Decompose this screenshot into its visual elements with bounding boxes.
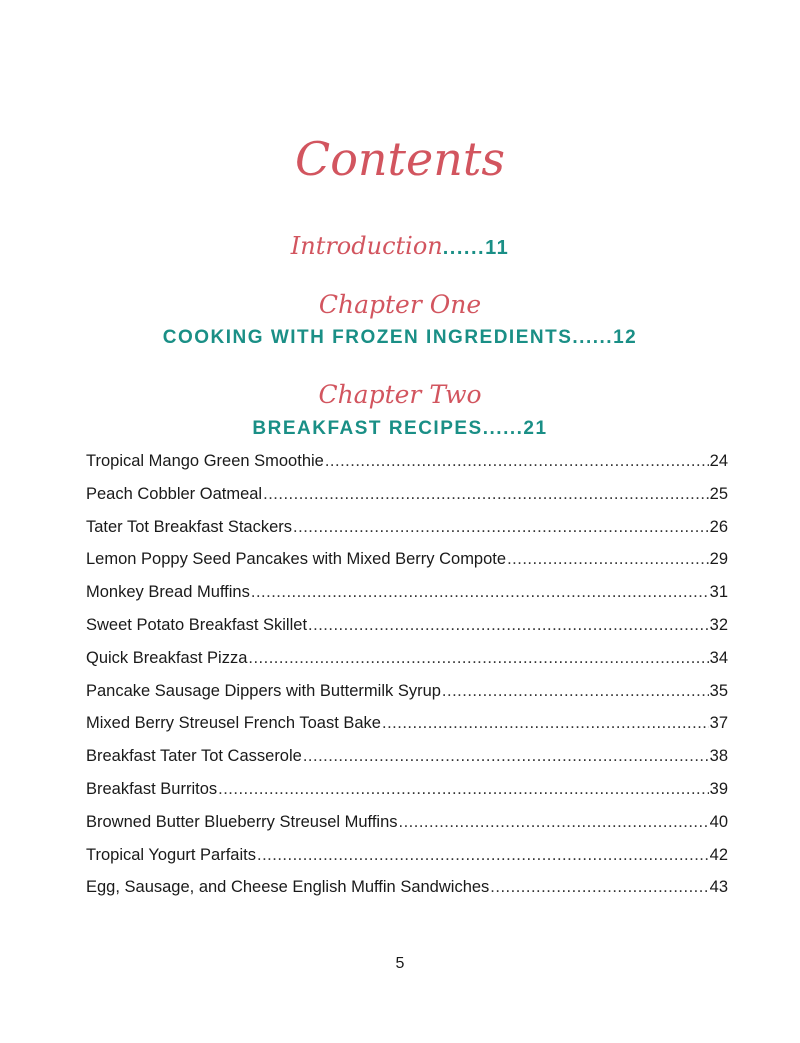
dot-leader <box>263 485 709 504</box>
chapter-one-title: COOKING WITH FROZEN INGREDIENTS <box>162 327 573 348</box>
dot-leader <box>257 846 709 865</box>
entry-page: 38 <box>709 747 728 766</box>
entry-title: Browned Butter Blueberry Streusel Muffins <box>86 812 398 831</box>
toc-entry[interactable] <box>86 649 728 682</box>
entry-title: Quick Breakfast Pizza <box>86 648 248 667</box>
entry-page: 37 <box>709 714 728 733</box>
toc-entry[interactable] <box>86 518 728 551</box>
entry-page: 35 <box>709 681 728 700</box>
entry-title: Lemon Poppy Seed Pancakes with Mixed Berry Compote <box>86 550 507 569</box>
dot-leader <box>308 616 709 635</box>
page-number: 5 <box>395 955 405 972</box>
entry-title: Pancake Sausage Dippers with Buttermilk Syrup <box>86 681 441 700</box>
entry-page: 42 <box>709 845 728 864</box>
toc-entry[interactable] <box>86 616 728 649</box>
entry-title: Sweet Potato Breakfast Skillet <box>86 615 308 634</box>
entry-page: 31 <box>709 583 728 602</box>
chapter-two-heading[interactable] <box>0 418 800 440</box>
dot-leader <box>218 780 709 799</box>
entry-page: 29 <box>709 550 728 569</box>
toc-entry[interactable] <box>86 846 728 879</box>
toc-entry[interactable] <box>86 813 728 846</box>
chapter-two-title: BREAKFAST RECIPES <box>252 418 483 439</box>
toc-entry[interactable] <box>86 583 728 616</box>
chapter-one-label: Chapter One <box>318 290 482 319</box>
dot-leader <box>251 583 709 602</box>
chapter-two-page: 21 <box>523 418 548 439</box>
chapter-one-heading[interactable] <box>0 327 800 349</box>
toc-entry[interactable] <box>86 714 728 747</box>
toc-entry[interactable] <box>86 550 728 583</box>
chapter-two-label: Chapter Two <box>318 380 482 409</box>
entry-page: 34 <box>709 648 728 667</box>
entry-title: Mixed Berry Streusel French Toast Bake <box>86 714 381 733</box>
entry-title: Breakfast Tater Tot Casserole <box>86 747 302 766</box>
dot-leader <box>303 747 709 766</box>
chapter-one-page: 12 <box>613 327 638 348</box>
entry-title: Tropical Mango Green Smoothie <box>86 452 324 470</box>
toc-entry[interactable] <box>86 485 728 518</box>
entry-title: Monkey Bread Muffins <box>86 583 250 602</box>
dot-leader <box>490 878 708 897</box>
toc-entry[interactable] <box>86 878 728 911</box>
page-title: Contents <box>295 132 505 186</box>
intro-label: Introduction <box>290 232 443 260</box>
recipe-list <box>86 452 728 911</box>
toc-entry[interactable] <box>86 452 728 485</box>
chapter-two-leader: ...... <box>482 418 524 439</box>
dot-leader <box>442 682 709 701</box>
entry-page: 24 <box>709 452 728 470</box>
entry-page: 43 <box>709 878 728 897</box>
entry-title: Peach Cobbler Oatmeal <box>86 484 263 503</box>
intro-page: 11 <box>485 237 510 259</box>
entry-page: 26 <box>709 517 728 536</box>
entry-title: Tater Tot Breakfast Stackers <box>86 517 293 536</box>
toc-entry[interactable] <box>86 682 728 715</box>
chapter-one-leader: ...... <box>572 327 614 348</box>
entry-page: 32 <box>709 615 728 634</box>
entry-title: Egg, Sausage, and Cheese English Muffin Sandwiches <box>86 878 490 897</box>
entry-title: Tropical Yogurt Parfaits <box>86 845 256 864</box>
toc-entry[interactable] <box>86 747 728 780</box>
dot-leader <box>248 649 708 668</box>
dot-leader <box>382 714 709 733</box>
dot-leader <box>399 813 709 832</box>
entry-title: Breakfast Burritos <box>86 779 218 798</box>
dot-leader <box>293 518 709 537</box>
entry-page: 39 <box>709 779 728 798</box>
intro-entry[interactable] <box>0 232 800 260</box>
dot-leader <box>325 452 709 471</box>
dot-leader <box>507 550 709 569</box>
entry-page: 40 <box>709 812 728 831</box>
intro-leader: ...... <box>442 237 486 259</box>
toc-entry[interactable] <box>86 780 728 813</box>
entry-page: 25 <box>709 484 728 503</box>
